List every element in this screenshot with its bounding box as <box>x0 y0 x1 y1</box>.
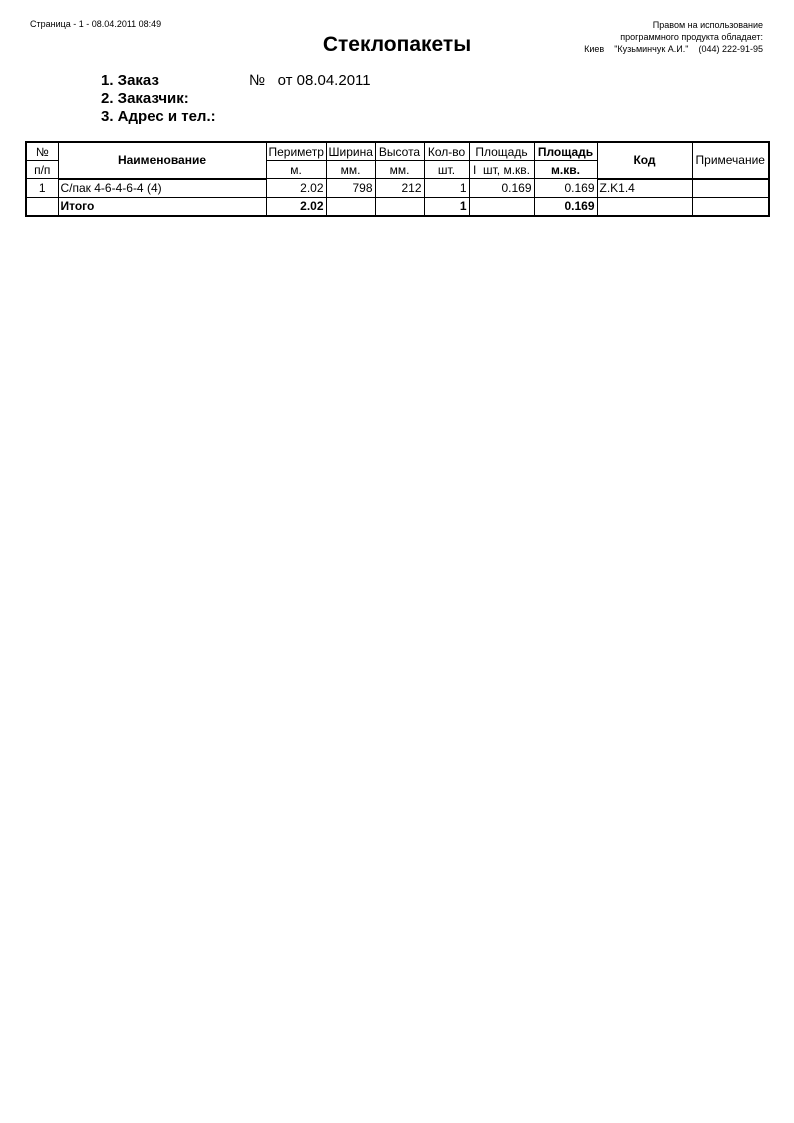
cell-num: 1 <box>26 179 58 198</box>
total-empty <box>326 197 375 216</box>
glass-units-table <box>25 141 770 217</box>
order-number: № от 08.04.2011 <box>249 72 371 89</box>
table-row <box>26 179 769 198</box>
total-empty <box>375 197 424 216</box>
total-empty <box>597 197 692 216</box>
cell-height: 212 <box>375 179 424 198</box>
cell-area-per-unit: 0.169 <box>469 179 534 198</box>
customer-field-label: 2. Заказчик: <box>101 90 189 107</box>
cell-note <box>692 179 769 198</box>
page-info: Страница - 1 - 08.04.2011 08:49 <box>30 19 162 29</box>
cell-code: Z.K1.4 <box>597 179 692 198</box>
header-code: Код <box>597 142 692 179</box>
cell-name: С/пак 4-6-4-6-4 (4) <box>58 179 266 198</box>
total-area: 0.169 <box>534 197 597 216</box>
page-title: Стеклопакеты <box>322 33 472 56</box>
header-area-unit: м.кв. <box>534 161 597 179</box>
copyright-line: программного продукта обладает: <box>620 32 763 42</box>
copyright-line: Киев "Кузьминчук А.И." (044) 222-91-95 <box>584 44 763 54</box>
table-header-row <box>26 142 769 161</box>
order-field-label: 1. Заказ <box>101 72 159 89</box>
cell-qty: 1 <box>424 179 469 198</box>
header-height-unit: мм. <box>375 161 424 179</box>
header-area-per-unit-unit: I шт, м.кв. <box>469 161 534 179</box>
header-area-per-unit: Площадь <box>469 142 534 161</box>
header-area: Площадь <box>534 142 597 161</box>
header-perimeter-unit: м. <box>266 161 326 179</box>
total-label: Итого <box>58 197 266 216</box>
header-note: Примечание <box>692 142 769 179</box>
total-empty <box>692 197 769 216</box>
cell-area: 0.169 <box>534 179 597 198</box>
header-num-unit: п/п <box>26 161 58 179</box>
order-fields <box>101 72 216 126</box>
header-width-unit: мм. <box>326 161 375 179</box>
total-qty: 1 <box>424 197 469 216</box>
cell-width: 798 <box>326 179 375 198</box>
total-row <box>26 197 769 216</box>
header-qty: Кол-во <box>424 142 469 161</box>
header-width: Ширина <box>326 142 375 161</box>
copyright-line: Правом на использование <box>652 20 763 30</box>
total-empty <box>469 197 534 216</box>
total-perimeter: 2.02 <box>266 197 326 216</box>
header-qty-unit: шт. <box>424 161 469 179</box>
header-name: Наименование <box>58 142 266 179</box>
total-empty <box>26 197 58 216</box>
header-perimeter: Периметр <box>266 142 326 161</box>
cell-perimeter: 2.02 <box>266 179 326 198</box>
header-num: № <box>26 142 58 161</box>
header-height: Высота <box>375 142 424 161</box>
address-field-label: 3. Адрес и тел.: <box>101 108 216 125</box>
